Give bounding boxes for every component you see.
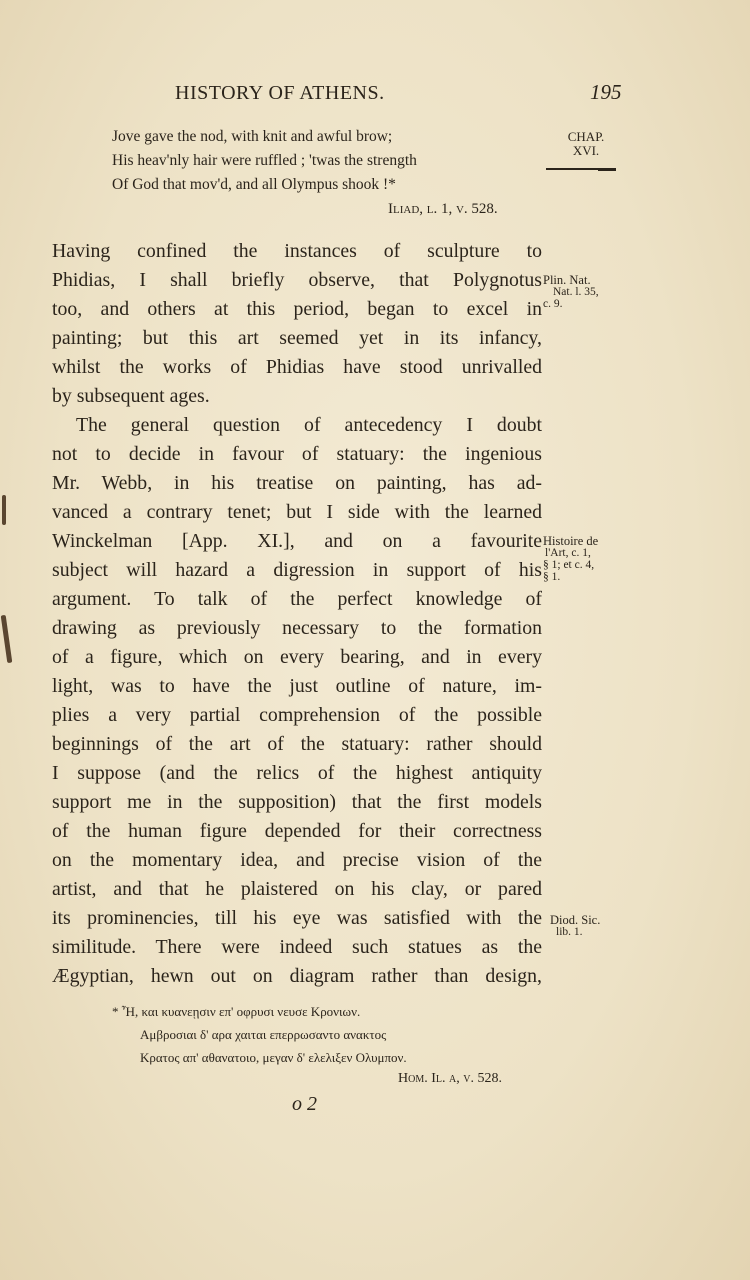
body-line: light, was to have the just outline of nature, im- [52, 675, 542, 697]
body-line: vanced a contrary tenet; but I side with the learned [52, 501, 542, 523]
body-line: on the momentary idea, and precise vision of the [52, 849, 542, 871]
footnote-greek-line: * Ἦ, και κυανεῃσιν επ' οφρυσι νευσε Κρονιων. [112, 1004, 361, 1019]
body-line: of a figure, which on every bearing, and in every [52, 646, 542, 668]
body-line: its prominencies, till his eye was satisfied with the [52, 907, 542, 929]
body-line: painting; but this art seemed yet in its infancy, [52, 327, 542, 349]
body-line: of the human figure depended for their correctness [52, 820, 542, 842]
body-line: The general question of antecedency I doubt [76, 414, 542, 436]
margin-note-pliny: Plin. Nat. Nat. l. 35, c. 9. [543, 273, 599, 310]
margin-note-histoire: Histoire de l'Art, c. 1, § 1; et c. 4, § 1. [543, 534, 599, 583]
body-line: Having confined the instances of sculpture to [52, 240, 542, 262]
running-head: HISTORY OF ATHENS. [175, 82, 385, 104]
body-line: drawing as previously necessary to the formation [52, 617, 542, 639]
binding-mark [2, 495, 6, 525]
body-line: beginnings of the art of the statuary: rather should [52, 733, 542, 755]
signature-mark: o 2 [292, 1093, 317, 1115]
chapter-rule [546, 168, 616, 170]
footnote-greek-line: Κρατος απ' αθανατοιο, μεγαν δ' ελελιξεν Ολυμπον. [140, 1050, 407, 1065]
body-line: subject will hazard a digression in support of his [52, 559, 542, 581]
body-line: whilst the works of Phidias have stood unrivalled [52, 356, 542, 378]
body-line: plies a very partial comprehension of the possible [52, 704, 542, 726]
body-line: artist, and that he plaistered on his clay, or pared [52, 878, 542, 900]
body-line: not to decide in favour of statuary: the ingenious [52, 443, 542, 465]
page-number: 195 [590, 80, 622, 104]
verse-line: His heav'nly hair were ruffled ; 'twas the strength [112, 152, 417, 169]
verse-line: Jove gave the nod, with knit and awful brow; [112, 128, 393, 145]
body-line: similitude. There were indeed such statues as the [52, 936, 542, 958]
body-line: by subsequent ages. [52, 385, 210, 407]
body-line: I suppose (and the relics of the highest antiquity [52, 762, 542, 784]
body-line: too, and others at this period, began to excel in [52, 298, 542, 320]
verse-line: Of God that mov'd, and all Olympus shook !* [112, 176, 396, 193]
chapter-number: XVI. [572, 143, 600, 158]
body-line: Phidias, I shall briefly observe, that Polygnotus [52, 269, 542, 291]
body-line: Mr. Webb, in his treatise on painting, has ad- [52, 472, 542, 494]
footnote-greek-line: Αμβροσιαι δ' αρα χαιται επερρωσαντο ανακτος [140, 1027, 387, 1042]
body-line: Ægyptian, hewn out on diagram rather than design, [52, 965, 542, 987]
body-line: support me in the supposition) that the first models [52, 791, 542, 813]
chapter-marginal-heading [552, 130, 620, 158]
body-line: Winckelman [App. XI.], and on a favourite [52, 530, 542, 552]
footnote-citation: Hom. Il. α, v. 528. [398, 1071, 502, 1086]
verse-citation: Iliad, l. 1, v. 528. [388, 201, 498, 217]
binding-mark [1, 615, 13, 663]
body-line: argument. To talk of the perfect knowledge of [52, 588, 542, 610]
chapter-label: CHAP. [567, 129, 605, 144]
margin-note-diodorus: Diod. Sic. lib. 1. [550, 913, 601, 938]
